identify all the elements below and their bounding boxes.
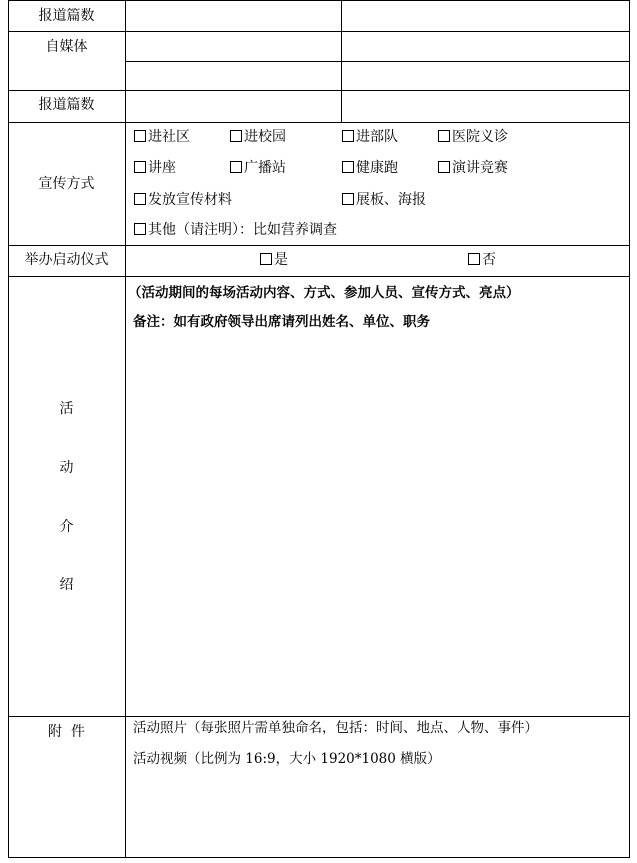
- report-count-label-2: 报道篇数: [38, 97, 95, 113]
- activity-intro-label-char: 活: [59, 401, 74, 417]
- checkbox-icon: [438, 130, 450, 142]
- checkbox-community[interactable]: [134, 129, 190, 145]
- activity-intro-label-char: 动: [59, 460, 74, 476]
- launch-ceremony-label: 举办启动仪式: [24, 252, 109, 268]
- row-divider: [8, 122, 630, 123]
- row-divider: [8, 90, 630, 91]
- option-label: 进校园: [244, 129, 286, 145]
- table-border-bottom: [8, 857, 630, 858]
- option-label: 讲座: [148, 160, 176, 176]
- report-count-label: 报道篇数: [38, 8, 95, 24]
- checkbox-materials[interactable]: [134, 192, 232, 208]
- row-divider: [8, 716, 630, 717]
- checkbox-ceremony-yes[interactable]: [260, 252, 288, 268]
- checkbox-icon: [230, 161, 242, 173]
- checkbox-icon: [134, 193, 146, 205]
- checkbox-health-run[interactable]: [342, 160, 398, 176]
- checkbox-clinic[interactable]: [438, 129, 508, 145]
- checkbox-icon: [342, 161, 354, 173]
- checkbox-other[interactable]: [134, 222, 337, 238]
- option-label: 发放宣传材料: [148, 192, 232, 208]
- checkbox-icon: [134, 130, 146, 142]
- checkbox-campus[interactable]: [230, 129, 286, 145]
- attachments-video: 活动视频（比例为 16:9，大小 1920*1080 横版）: [133, 751, 441, 767]
- checkbox-broadcast[interactable]: [230, 160, 286, 176]
- checkbox-speech-contest[interactable]: [438, 160, 508, 176]
- checkbox-ceremony-no[interactable]: [468, 252, 496, 268]
- table-border-right: [629, 0, 630, 858]
- option-label: 广播站: [244, 160, 286, 176]
- option-label: 否: [482, 252, 496, 268]
- checkbox-posters[interactable]: [342, 192, 426, 208]
- option-label: 是: [274, 252, 288, 268]
- activity-intro-label-char: 绍: [59, 577, 74, 593]
- checkbox-icon: [438, 161, 450, 173]
- checkbox-icon: [468, 253, 480, 265]
- column-divider: [341, 0, 342, 122]
- self-media-label: 自媒体: [45, 39, 88, 55]
- row-divider: [8, 276, 630, 277]
- attachments-label: 附 件: [48, 724, 85, 740]
- activity-intro-note: 备注：如有政府领导出席请列出姓名、单位、职务: [133, 314, 430, 330]
- checkbox-military[interactable]: [342, 129, 398, 145]
- option-label: 健康跑: [356, 160, 398, 176]
- option-label: 其他（请注明）：比如营养调查: [148, 222, 337, 238]
- checkbox-icon: [134, 161, 146, 173]
- activity-intro-instructions: （活动期间的每场活动内容、方式、参加人员、宣传方式、亮点）: [128, 285, 520, 301]
- checkbox-icon: [342, 193, 354, 205]
- checkbox-icon: [342, 130, 354, 142]
- row-divider: [8, 31, 630, 32]
- row-divider: [8, 245, 630, 246]
- checkbox-icon: [134, 223, 146, 235]
- checkbox-icon: [230, 130, 242, 142]
- checkbox-lecture[interactable]: [134, 160, 176, 176]
- row-divider: [125, 61, 630, 62]
- attachments-photos: 活动照片（每张照片需单独命名，包括：时间、地点、人物、事件）: [133, 720, 538, 736]
- checkbox-icon: [260, 253, 272, 265]
- option-label: 医院义诊: [452, 129, 508, 145]
- column-divider: [125, 0, 126, 858]
- activity-intro-label-char: 介: [59, 519, 74, 535]
- promotion-method-label: 宣传方式: [38, 176, 95, 192]
- table-border-top: [8, 0, 630, 1]
- option-label: 演讲竞赛: [452, 160, 508, 176]
- option-label: 进部队: [356, 129, 398, 145]
- option-label: 进社区: [148, 129, 190, 145]
- option-label: 展板、海报: [356, 192, 426, 208]
